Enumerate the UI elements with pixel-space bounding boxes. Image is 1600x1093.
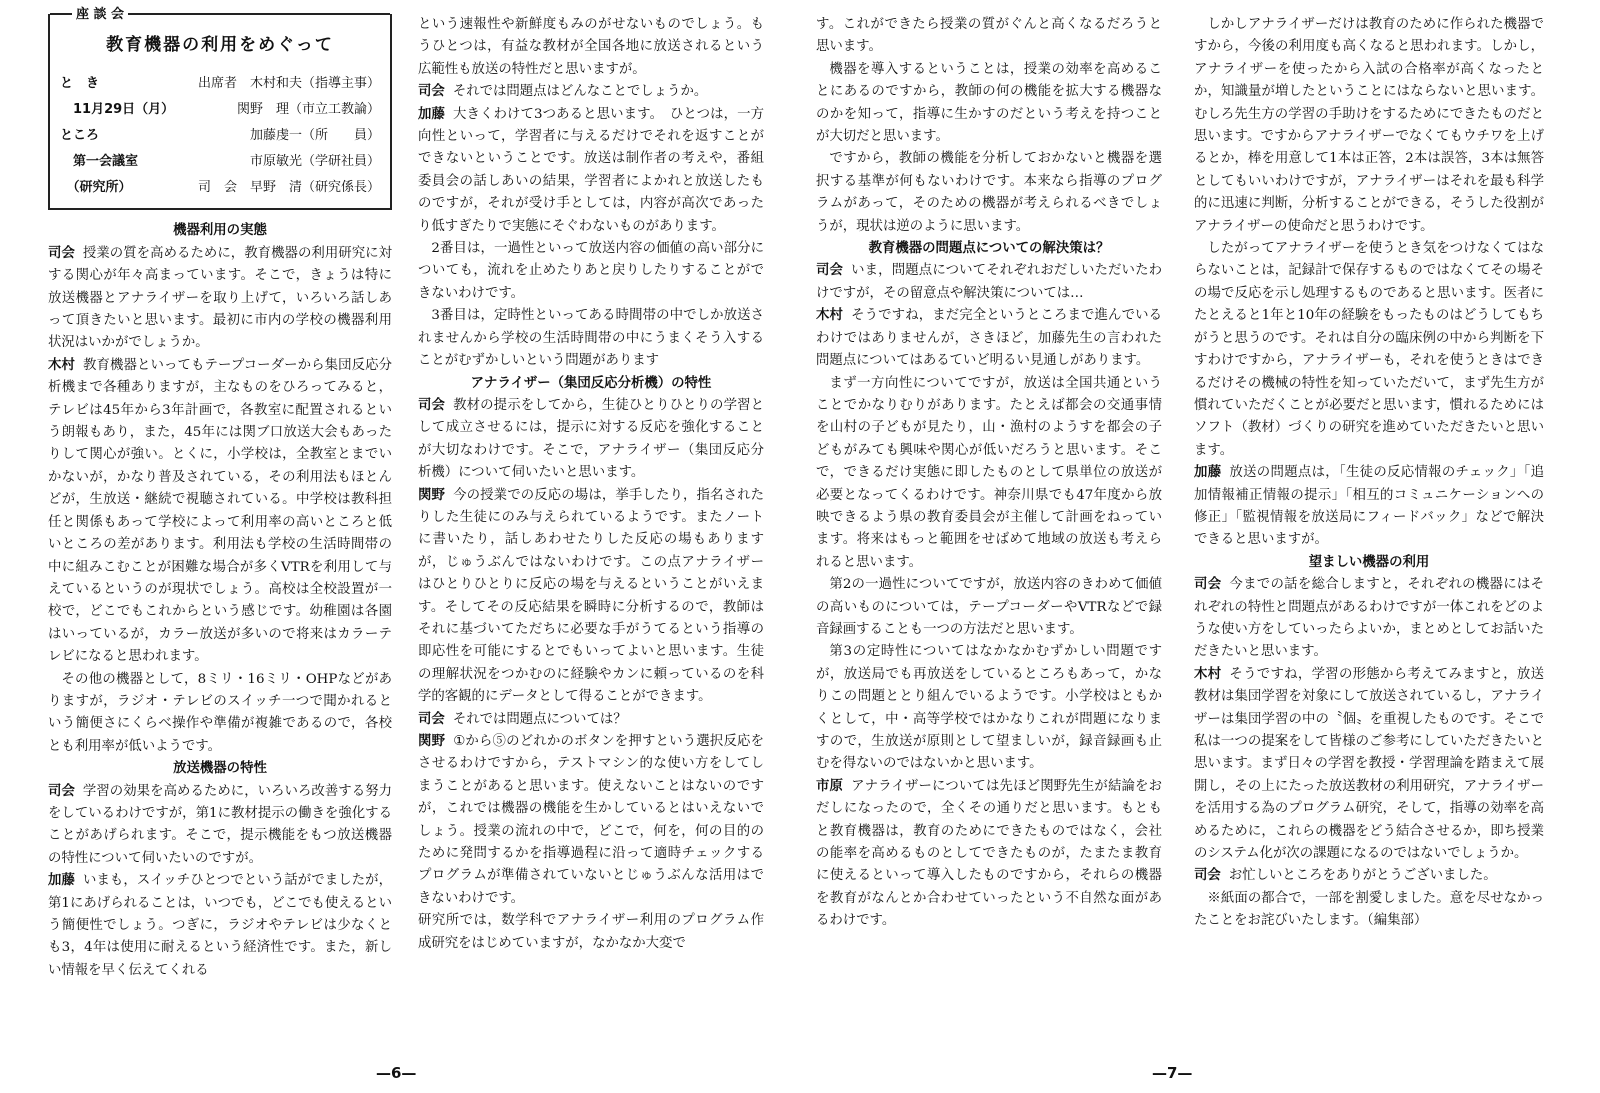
- paragraph-text: 3番目は，定時性といってある時間帯の中でしか放送されませんから学校の生活時間帯の中にうまくそう入することがむずかしいという問題があります: [418, 308, 764, 369]
- paragraph-text: お忙しいところをありがとうございました。: [1228, 868, 1497, 884]
- paragraph: [418, 238, 764, 305]
- paragraph: [418, 81, 764, 103]
- paragraph: [418, 14, 764, 81]
- paragraph: [1194, 574, 1544, 664]
- paragraph-text: 学習の効果を高めるために，いろいろ改善する努力をしているわけですが，第1に教材提示の働きを強化することがあげられます。そこで，提示機能をもつ放送機器の特性について伺いたいのですが。: [48, 783, 393, 866]
- paragraph: [418, 305, 764, 372]
- paragraph-text: 授業の質を高めるために，教育機器の利用研究に対する関心が年々高まっています。そこで，きょうは特に放送機器とアナライザーを取り上げて，いろいろ話しあって頂きたいと思います。最初に市内の学校の機器利用状況はいかがでしょうか。: [48, 245, 393, 351]
- section-heading: アナライザー（集団反応分析機）の特性: [470, 375, 712, 391]
- paragraph: [48, 355, 392, 669]
- paragraph: [816, 148, 1162, 238]
- paragraph: [418, 731, 764, 910]
- paragraph-text: 今までの話を総合しますと，それぞれの機器にはそれぞれの特性と問題点があるわけですが一体これをどのような使い方をしていったらよいか，まとめとしてお話いただきたいと思います。: [1194, 577, 1545, 660]
- paragraph: [816, 641, 1162, 775]
- paragraph-text: という速報性や新鮮度もみのがせないものでしょう。もうひとつは，有益な教材が全国各地に放送されるという広範性も放送の特性だと思いますが。: [418, 17, 764, 77]
- speaker-label: 木村: [816, 308, 844, 324]
- paragraph: [816, 574, 1162, 641]
- info-left: 第一会議室: [60, 154, 139, 170]
- speaker-label: 司会: [1194, 868, 1221, 884]
- paragraph: [1194, 238, 1544, 462]
- column-3: [816, 14, 1162, 933]
- speaker-label: 関野: [418, 734, 446, 749]
- paragraph-text: しかしアナライザーだけは教育のために作られた機器ですから，今後の利用度も高くなると思われます。しかし，アナライザーを使ったから入試の合格率が高くなったとか，知識量が増したということにはならないと思います。むしろ先生方の学習の手助けをするためにできたものだと思います。ですからアナライザーでなくてもウチワを上げるとか，棒を用意して1本は正答，2本は誤答，3本は無答としてもいいわけですが，アナライザーはそれを最も科学的に迅速に判断，分析することができる，そうした役割がアナライザーの使命だと思うわけです。: [1194, 17, 1544, 234]
- paragraph-text: 機器を導入するということは，授業の効率を高めることにあるのですから，教師の何の機能を拡大する機器なのかを知って，指導に生かすのだという考えを持つことが大切だと思います。: [816, 61, 1162, 145]
- paragraph-text: 大きくわけて3つあると思います。 ひとつは，一方向性といって，学習者に与えるだけでそれを返すことができないということです。放送は制作者の考えや，番組委員会の話しあいの結果，学習者によかれと放送したものですが，それが受け手としては，内容が高次であったり低すぎたりで実態にそぐわないものがあります。: [418, 106, 764, 234]
- paragraph: [418, 485, 764, 709]
- paragraph: [418, 910, 764, 955]
- info-left: ところ: [60, 128, 100, 144]
- paragraph: [816, 14, 1162, 59]
- paragraph-text: したがってアナライザーを使うとき気をつけなくてはならないことは，記録計で保存するものではなくてその場その場で反応を示し処理するものであると思います。医者にたとえると1年と10年の経験をもったものはどうしてもちがうと思うのです。それは自分の臨床例の中から判断を下すわけですから，アナライザーも，それを使うときはできるだけその機械の特性を知っていただいて，まず先生方が慣れていただくことが必要だと思います，慣れるためにはソフト（教材）づくりの研究を進めていただきたいと思います。: [1194, 241, 1544, 458]
- paragraph-text: そうですね，まだ完全というところまで進んでいるわけではありませんが，さきほど，加藤先生の言われた問題点についてはあるていど明るい見通しがあります。: [816, 308, 1163, 369]
- paragraph: [1194, 888, 1544, 933]
- section-heading: 機器利用の実態: [173, 223, 267, 239]
- speaker-label: 加藤: [48, 873, 75, 889]
- speaker-label: 木村: [48, 357, 75, 373]
- speaker-label: 司会: [816, 263, 844, 279]
- speaker-label: 司会: [1194, 577, 1222, 593]
- info-grid: [60, 72, 380, 200]
- info-right: 加藤虔一（所 員）: [249, 128, 380, 144]
- paragraph-text: 放送の問題点は，「生徒の反応情報のチェック」「追加情報補正情報の提示」「相互的コミュニケーションへの修正」「監視情報を放送局にフィードバック」などで解決できると思いますが。: [1194, 465, 1544, 548]
- speaker-label: 木村: [1194, 666, 1222, 682]
- paragraph: [48, 781, 392, 871]
- speaker-label: 司会: [418, 84, 445, 100]
- paragraph: [48, 870, 392, 982]
- paragraph-text: アナライザーについては先ほど関野先生が結論をおだしになったので，全くその通りだと思います。もともと教育機器は，教育のためにできたものではなく，会社の能率を高めるものとしてできたものが，たまたま教育に使えるといって導入したものですから，それらの機器を教育がなんとか合わせていったという不自然な面があるわけです。: [816, 778, 1162, 929]
- info-left: （研究所）: [60, 180, 132, 196]
- paragraph-text: ①から⑤のどれかのボタンを押すという選択反応をさせるわけですから，テストマシン的な使い方をしてしまうことがあると思います。使えないことはないのですが，これでは機器の機能を生かしているとはいえないでしょう。授業の流れの中で，どこで，何を，何の目的のために発問するかを指導過程に沿って適時チェックするプログラムが準備されていないとじゅうぶんな活用はできないわけです。: [418, 734, 764, 906]
- speaker-label: 加藤: [1194, 465, 1222, 481]
- paragraph-text: 教育機器といってもテープコーダーから集団反応分析機まで各種ありますが，主なものをひろってみると，テレビは45年から3年計画で，各教室に配置されるという朗報もあり，また，45年には関ブ口放送大会もあったりして関心が強い。とくに，小学校は，全教室とまでいかないが，かなり普及されている，その利用法もほとんどが，生放送・継続で視聴されている。中学校は教科担任と関係もあって学校によって利用率の高いところと低いところの差があります。利用法も学校の生活時間帯の中に組みこむことが困難な場合が多くVTRを利用して与えているというのが現状でしょう。高校は全校設置が一校で，どこでもこれからという感じです。幼稚園は各園はいっているが，カラー放送が多いので将来はカラーテレビになると思われます。: [48, 357, 392, 665]
- paragraph: [1194, 14, 1544, 238]
- speaker-label: 司会: [418, 711, 445, 727]
- speaker-label: 加藤: [418, 106, 445, 122]
- paragraph: [418, 709, 764, 731]
- speaker-label: 司会: [418, 397, 446, 413]
- column-body: [816, 14, 1162, 933]
- speaker-label: 司会: [48, 783, 75, 799]
- paragraph: [1194, 865, 1544, 887]
- paragraph-text: それでは問題点については？: [452, 711, 627, 727]
- paragraph-text: いま，問題点についてそれぞれおだしいただいたわけですが，その留意点や解決策については…: [816, 263, 1163, 301]
- paragraph-text: 2番目は，一過性といって放送内容の価値の高い部分についても，流れを止めたりあと戻りしたりすることができないわけです。: [418, 241, 764, 301]
- paragraph-text: ※紙面の都合で，一部を割愛しました。意を尽せなかったことをお詫びいたします。（編集部）: [1194, 890, 1544, 929]
- section-heading: 放送機器の特性: [173, 761, 267, 777]
- paragraph-text: そうですね，学習の形態から考えてみますと，放送教材は集団学習を対象にして放送されているし，アナライザーは集団学習の中の〝個〟を重視したものです。そこで私は一つの提案をして皆様のご参考にしていただきたいと思います。まず日々の学習を教授・学習理論を踏まえて展開し，その上にたった放送教材の利用研究，アナライザーを活用する為のプログラム研究，そして，指導の効率を高めるために，これらの機器をどう結合させるか，即ち授業のシステム化が次の課題になるのではないでしょうか。: [1194, 666, 1545, 862]
- paragraph-text: 第3の定時性についてはなかなかむずかしい問題ですが，放送局でも再放送をしているところもあって，かなりこの問題ととり組んでいるようです。小学校はともかくとして，中・高等学校ではかなりこれが問題になりますので，生放送が原則として望ましいが，録音録画も止むを得ないのではないかと思います。: [816, 644, 1162, 772]
- paragraph: [1194, 462, 1544, 552]
- paragraph: [48, 243, 392, 355]
- info-box-label: 座 談 会: [72, 4, 128, 26]
- column-4: [1194, 14, 1544, 933]
- paragraph: [418, 104, 764, 238]
- paragraph: [418, 395, 764, 485]
- paragraph-text: その他の機器として，8ミリ・16ミリ・OHPなどがありますが，ラジオ・テレビのスイッチ一つで聞かれるという簡便さにくらべ操作や準備が複雑であるので，各校とも利用率が低いようです。: [48, 671, 392, 754]
- info-right: 出席者 木村和夫（指導主事）: [197, 76, 380, 92]
- paragraph: [816, 260, 1162, 305]
- paragraph-text: まず一方向性についてですが，放送は全国共通ということでかなりむりがあります。たとえば都会の交通事情を山村の子どもが見たり，山・漁村のようすを都会の子どもがみても興味や関心が低いだろうと思います。そこで，できるだけ実態に即したものとして県単位の放送が必要となってくるわけです。神奈川県でも47年度から放映できるよう県の教育委員会が主催して計画をねっています。将来はもっと範囲をせばめて地域の放送も考えられると思います。: [816, 375, 1162, 570]
- paragraph: [816, 305, 1162, 372]
- info-box: [48, 7, 392, 210]
- info-left: 11月29日（月）: [60, 102, 175, 118]
- paragraph-text: それでは問題点はどんなことでしょうか。: [452, 84, 708, 100]
- paragraph-text: 第2の一過性についてですが，放送内容のきわめて価値の高いものについては，テープコーダーやVTRなどで録音録画することも一つの方法だと思います。: [816, 577, 1162, 637]
- info-right: 関野 理（市立工教論）: [236, 102, 380, 118]
- info-right: 司 会 早野 清（研究係長）: [197, 180, 380, 196]
- paragraph-text: いまも，スイッチひとつでという話がでましたが，第1にあげられることは，いつでも，どこでも使えるという簡便性でしょう。つぎに，ラジオやテレビは少なくとも3，4年は使用に耐えるという経済性です。また，新しい情報を早く伝えてくれる: [48, 873, 392, 978]
- paragraph-text: 研究所では，数学科でアナライザー利用のプログラム作成研究をはじめていますが，なかなか大変で: [418, 913, 764, 951]
- speaker-label: 関野: [418, 487, 446, 503]
- column-body: [1194, 14, 1544, 933]
- page-number-right: —7—: [1152, 1064, 1193, 1082]
- paragraph: [48, 669, 392, 759]
- page-number-left: —6—: [376, 1064, 417, 1082]
- column-body: [48, 220, 392, 982]
- article-title: 教育機器の利用をめぐって: [106, 35, 334, 55]
- paragraph-text: 今の授業での反応の場は，挙手したり，指名されたりした生徒にのみ与えられているようです。またノートに書いたり，話しあわせたりした反応の場もありますが，じゅうぶんではないわけです。この点アナライザーはひとりひとりに反応の場を与えるということがいえます。そしてその反応結果を瞬時に分析するので，教師はそれに基づいてただちに必要な手がうてるという指導の即応性を可能にするとでもいってよいと思います。生徒の理解状況をつかむのに経験やカンに頼っているのを科学的客観的にデータとして得ることができます。: [418, 487, 765, 705]
- paragraph: [1194, 664, 1544, 866]
- column-1: [48, 7, 393, 982]
- section-heading: 教育機器の問題点についての解決策は？: [868, 241, 1110, 257]
- info-left: と き: [60, 76, 100, 92]
- paragraph: [816, 373, 1162, 575]
- paragraph: [816, 776, 1162, 933]
- speaker-label: 司会: [48, 245, 75, 261]
- paragraph: [816, 59, 1162, 149]
- paragraph-text: ですから，教師の機能を分析しておかないと機器を選択する基準が何もないわけです。本来なら指導のプログラムがあって，そのための機器が考えられるべきでしょうが，現状は逆のように思います。: [816, 151, 1162, 234]
- paragraph-text: す。これができたら授業の質がぐんと高くなるだろうと思います。: [816, 17, 1162, 55]
- speaker-label: 市原: [816, 778, 844, 794]
- info-right: 市原敏光（学研社員）: [249, 154, 380, 170]
- column-body: [418, 14, 764, 955]
- paragraph-text: 教材の提示をしてから，生徒ひとりひとりの学習として成立させるには，提示に対する反応を強化することが大切なわけです。そこで，アナライザー（集団反応分析機）について伺いたいと思います。: [418, 397, 765, 481]
- section-heading: 望ましい機器の利用: [1308, 554, 1430, 570]
- column-2: [418, 14, 764, 955]
